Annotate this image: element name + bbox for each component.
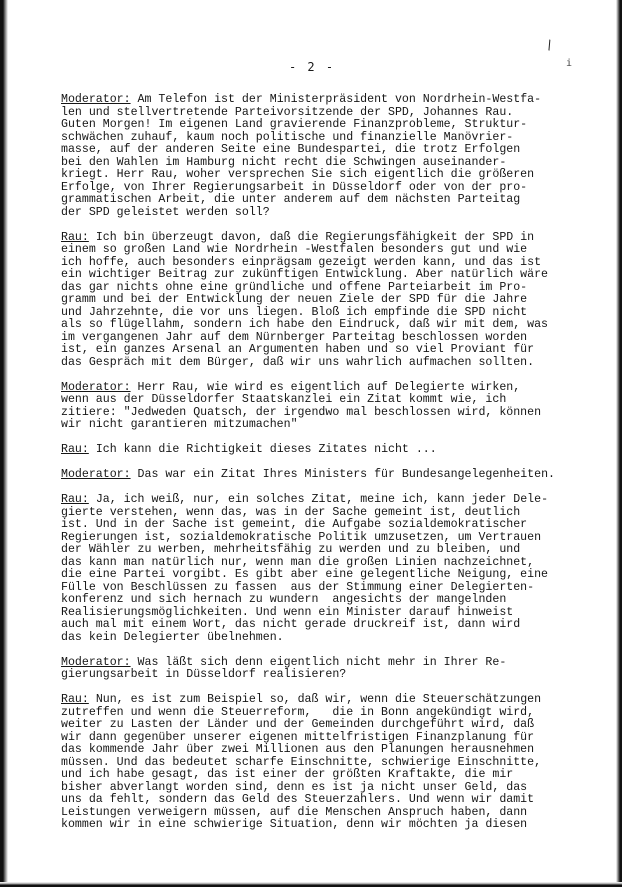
transcript-paragraph [61, 444, 573, 457]
line-text: Guten Morgen! Im eigenen Land gravierende Finanzprobleme, Struktur- [61, 118, 528, 131]
line-text: müssen. Und das bedeutet scharfe Einschnitte, schwierige Einschnitte, [61, 755, 542, 769]
line-text: wenn aus der Düsseldorfer Staatskanzlei ein Zitat kommt wie, ich [61, 393, 507, 406]
line-text: Das war ein Zitat Ihres Ministers für Bundesangelegenheiten. [137, 468, 555, 481]
line-text: das Gespräch mit dem Bürger, daß wir uns wahrlich aufmachen sollten. [61, 355, 535, 369]
line-text: grammatischen Arbeit, die unter anderem auf dem nächsten Parteitag [61, 193, 521, 206]
line-text: und ich habe gesagt, das ist einer der größten Kraftakte, die mir [61, 768, 514, 781]
line-text: Regierungen ist, sozialdemokratische Politik umzusetzen, um Vertrauen [61, 530, 542, 544]
text-line [61, 469, 573, 482]
line-text: uns da fehlt, sondern das Geld des Steuerzahlers. Und wenn wir damit [61, 793, 535, 806]
line-text: einem so großen Land wie Nordrhein -Westfalen besonders gut und wie [61, 243, 528, 256]
line-text: Was läßt sich denn eigentlich nicht mehr in Ihrer Re- [137, 655, 507, 669]
line-text: schwächen zuhauf, kaum noch politische und finanzielle Manövrier- [61, 130, 514, 144]
line-text: Erfolge, von Ihrer Regierungsarbeit in Düsseldorf oder von der pro- [61, 180, 528, 194]
line-text: konferenz und sich hernach zu wundern angesichts der mangelnden [61, 593, 507, 606]
speaker-label: Rau: [61, 230, 89, 244]
line-text: und Jahrzehnte, die vor uns liegen. Bloß ich empfinde die SPD nicht [61, 305, 528, 319]
line-text: wir dann gegenüber unserer eigenen mittelfristigen Finanzplanung für [61, 730, 535, 744]
transcript-paragraph [61, 382, 573, 432]
line-text: len und stellvertretende Parteivorsitzende der SPD, Johannes Rau. [61, 105, 514, 119]
page-number: - 2 - [288, 60, 334, 74]
text-line [61, 357, 573, 370]
text-line [61, 819, 573, 832]
line-text: Nun, es ist zum Beispiel so, daß wir, wenn die Steuerschätzungen [95, 693, 542, 706]
speaker-label: Rau: [61, 443, 89, 456]
transcript-paragraph [61, 694, 573, 832]
line-text: ist, ein ganzes Arsenal an Argumenten haben und so viel Proviant für [61, 343, 535, 356]
line-text: bei den Wahlen im Hamburg nicht recht die Schwingen auseinander- [61, 155, 507, 169]
line-text: der SPD geleistet werden soll? [61, 205, 270, 219]
line-text: gramm und bei der Entwicklung der neuen Ziele der SPD für die Jahre [61, 293, 528, 306]
line-text: Am Telefon ist der Ministerpräsident von Nordrhein-Westfa- [137, 93, 542, 106]
line-text: ich hoffe, auch besonders einprägsam gezeigt werden kann, und das ist [61, 255, 542, 269]
text-line [61, 419, 573, 432]
line-text: masse, auf der anderen Seite eine Bundespartei, die trotz Erfolgen [61, 143, 521, 156]
line-text: die eine Partei vorgibt. Es gibt aber eine gelegentliche Neigung, eine [61, 568, 549, 581]
line-text: auch mal mit einem Wort, das nicht gerade druckreif ist, dann wird [61, 618, 521, 631]
line-text: kommen wir in eine schwierige Situation, denn wir möchten ja diesen [61, 818, 528, 831]
line-text: ist. Und in der Sache ist gemeint, die Aufgabe sozialdemokratischer [61, 518, 528, 531]
line-text: der Wähler zu werben, mehrheitsfähig zu werden und zu bleiben, und [61, 543, 521, 556]
line-text: kriegt. Herr Rau, woher versprechen Sie sich eigentlich die größeren [61, 168, 535, 181]
scan-edge-bottom [0, 882, 622, 887]
line-text: gierungsarbeit in Düsseldorf realisieren? [61, 668, 347, 681]
transcript-body [61, 94, 573, 844]
line-text: das kein Delegierter übelnehmen. [61, 630, 284, 644]
line-text: ein wichtiger Beitrag zur zukünftigen Entwicklung. Aber natürlich wäre [61, 268, 549, 281]
transcript-paragraph [61, 94, 573, 219]
speaker-label: Moderator: [61, 380, 131, 394]
text-line [61, 632, 573, 645]
line-text: Ja, ich weiß, nur, ein solches Zitat, meine ich, kann jeder Dele- [95, 493, 549, 506]
scan-edge-left [0, 0, 8, 887]
line-text: gierte verstehen, wenn das, was in der Sache gemeint ist, deutlich [61, 505, 521, 519]
speaker-label: Moderator: [61, 655, 131, 669]
scan-edge-right [616, 0, 622, 887]
transcript-paragraph [61, 469, 573, 482]
line-text: zitiere: "Jedweden Quatsch, der irgendwo mal beschlossen wird, können [61, 405, 542, 419]
line-text: Fülle von Beschlüssen zu fassen aus der Stimmung einer Delegierten- [61, 580, 535, 594]
corner-mark: \ [542, 37, 557, 53]
line-text: zutreffen und wenn die Steuerreform, die in Bonn angekündigt wird, [61, 705, 535, 719]
line-text: wir nicht garantieren mitzumachen" [61, 418, 298, 431]
line-text: bisher abverlangt worden sind, denn es ist ja nicht unser Geld, das [61, 780, 528, 794]
line-text: weiter zu Lasten der Länder und der Gemeinden durchgeführt wird, daß [61, 718, 535, 731]
line-text: das kann man natürlich nur, wenn man die großen Linien nachzeichnet, [61, 555, 535, 569]
line-text: Herr Rau, wie wird es eigentlich auf Delegierte wirken, [137, 380, 521, 394]
text-line [61, 669, 573, 682]
line-text: im vergangenen Jahr auf dem Nürnberger Parteitag beschlossen worden [61, 330, 528, 344]
text-line [61, 207, 573, 220]
line-text: als so flügellahm, sondern ich habe den Eindruck, daß wir mit dem, was [61, 318, 549, 331]
speaker-label: Moderator: [61, 468, 131, 481]
speaker-label: Rau: [61, 693, 89, 706]
transcript-paragraph [61, 494, 573, 644]
line-text: Ich bin überzeugt davon, daß die Regierungsfähigkeit der SPD in [95, 230, 535, 244]
line-text: Realisierungsmöglichkeiten. Und wenn ein Minister darauf hinweist [61, 605, 514, 619]
speaker-label: Rau: [61, 493, 89, 506]
speaker-label: Moderator: [61, 93, 131, 106]
text-line [61, 444, 573, 457]
line-text: das kommende Jahr über zwei Millionen aus den Planungen herausnehmen [61, 743, 535, 756]
corner-mark-small: i [566, 58, 573, 69]
transcript-paragraph [61, 232, 573, 370]
line-text: das gar nichts ohne eine gründliche und offene Parteiarbeit im Pro- [61, 280, 528, 294]
transcript-paragraph [61, 657, 573, 682]
line-text: Ich kann die Richtigkeit dieses Zitates nicht ... [95, 443, 437, 456]
line-text: Leistungen verweigern müssen, auf die Menschen Anspruch haben, dann [61, 805, 528, 819]
